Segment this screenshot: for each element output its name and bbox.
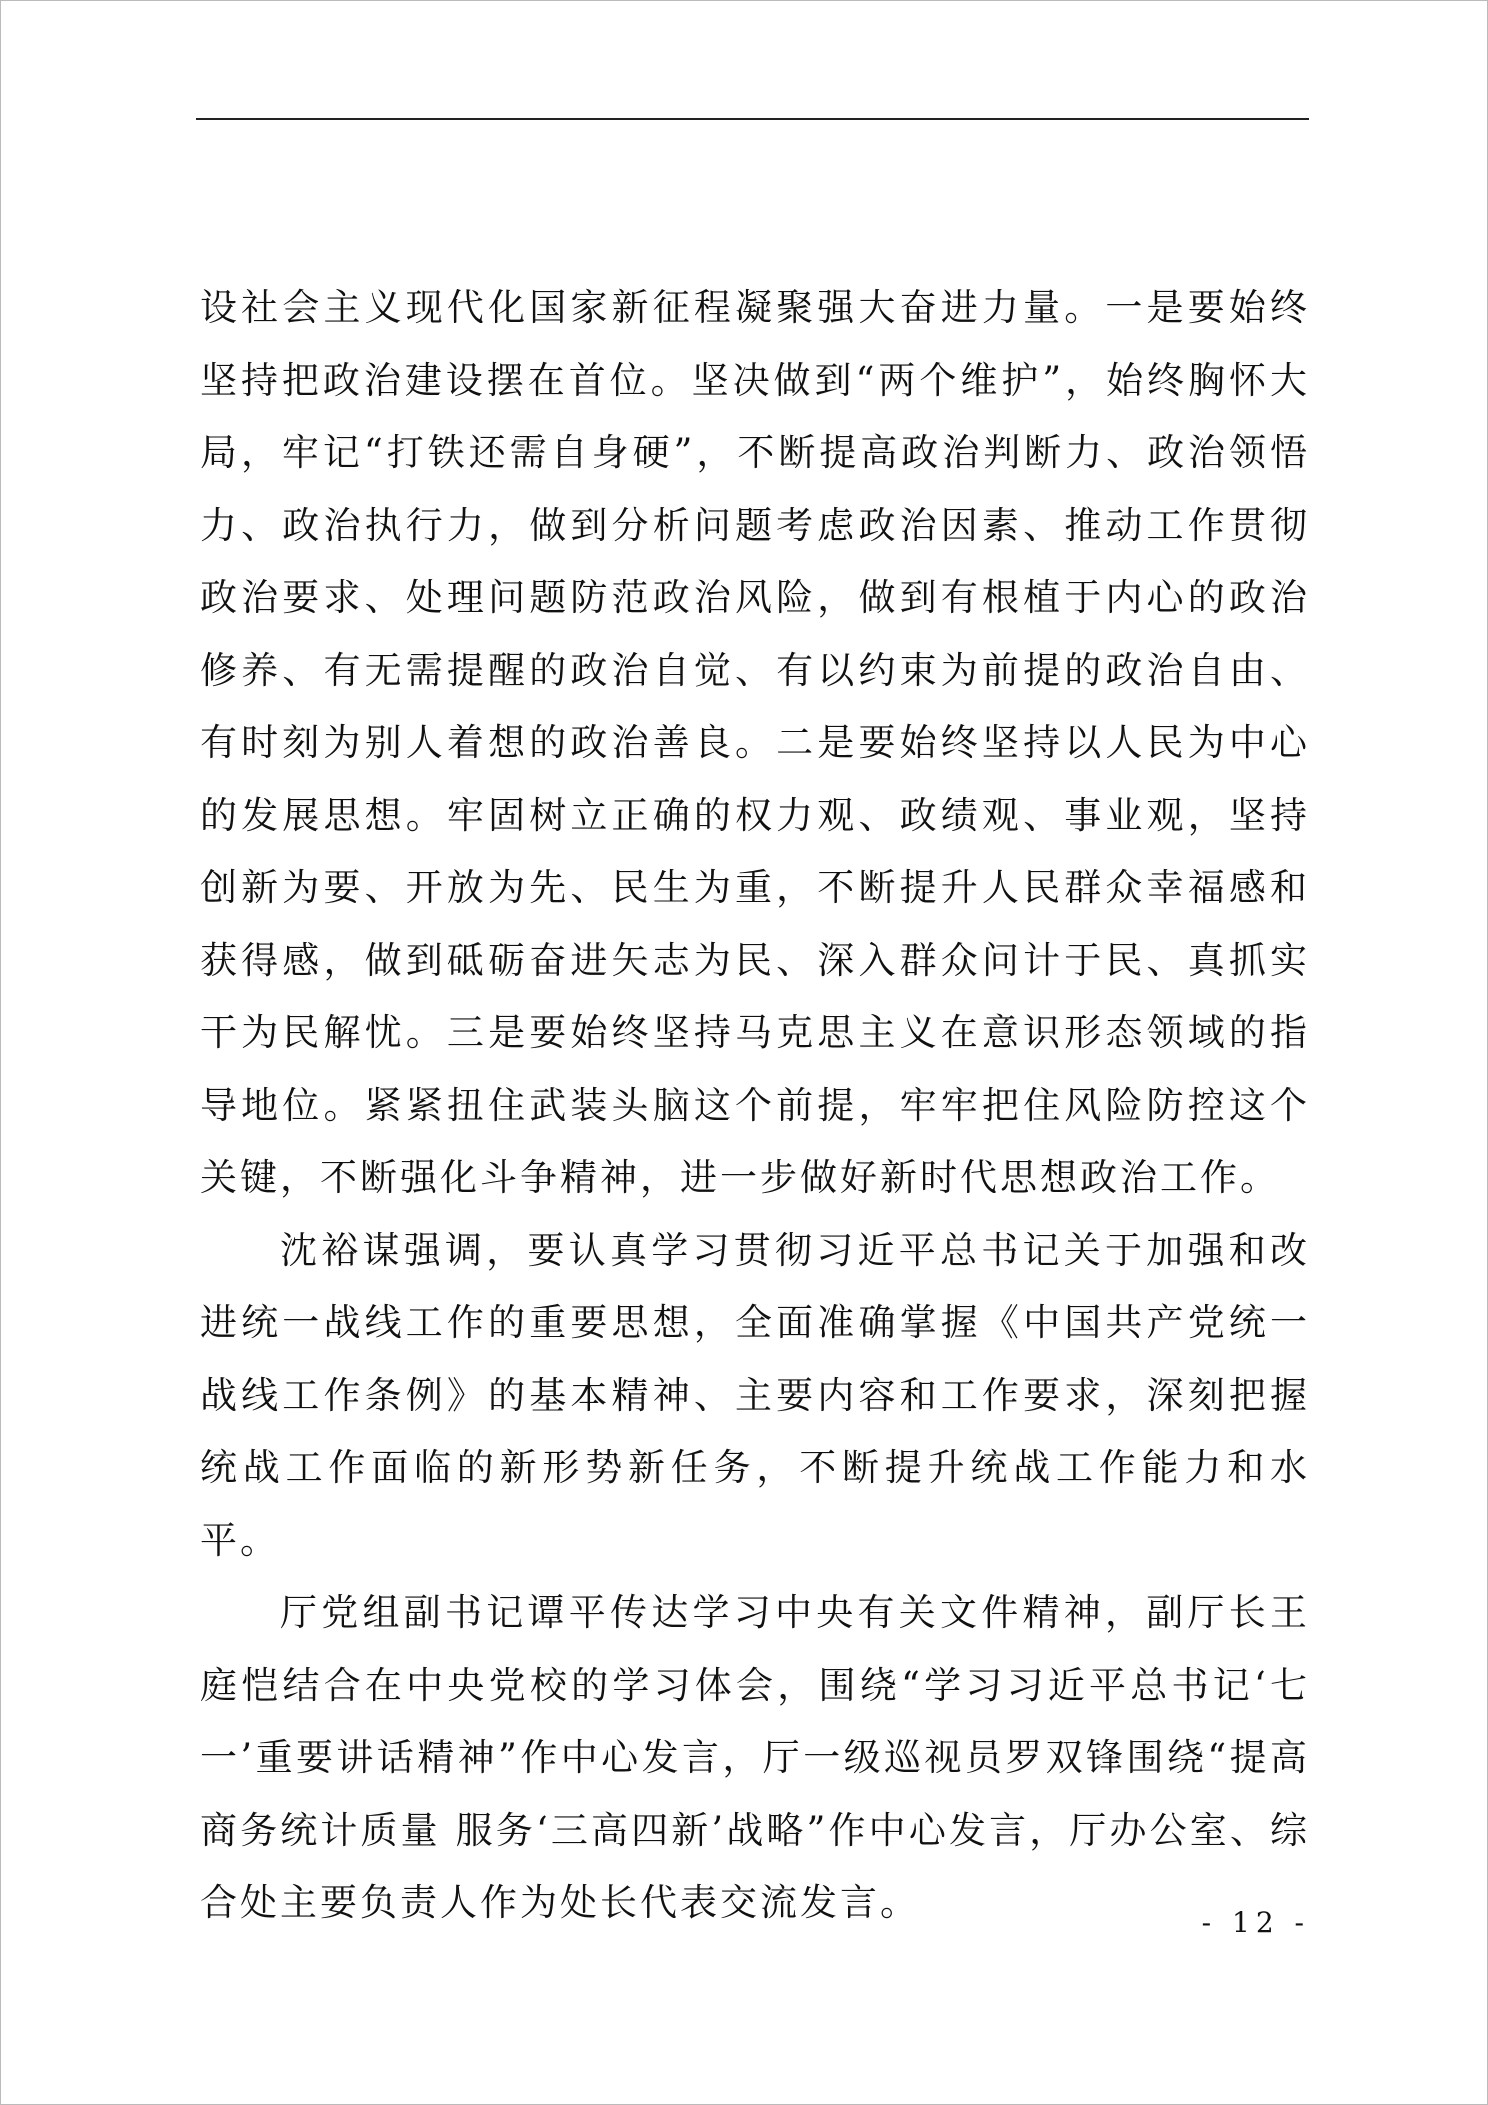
document-body <box>200 272 1310 1940</box>
paragraph-tan-ping: 厅党组副书记谭平传达学习中央有关文件精神，副厅长王庭恺结合在中央党校的学习体会，围绕“学习习近平总书记‘七一’重要讲话精神”作中心发言，厅一级巡视员罗双锋围绕“提高商务统计质量 服务‘三高四新’战略”作中心发言，厅办公室、综合处主要负责人作为处长代表交流发言。 <box>200 1591 1310 1924</box>
header-rule <box>196 118 1309 120</box>
page-number: - 12 - <box>1201 1906 1310 1939</box>
paragraph-shen-yumou: 沈裕谋强调，要认真学习贯彻习近平总书记关于加强和改进统一战线工作的重要思想，全面准确掌握《中国共产党统一战线工作条例》的基本精神、主要内容和工作要求，深刻把握统战工作面临的新形势新任务，不断提升统战工作能力和水平。 <box>200 1228 1310 1562</box>
paragraph-continued: 设社会主义现代化国家新征程凝聚强大奋进力量。一是要始终坚持把政治建设摆在首位。坚决做到“两个维护”，始终胸怀大局，牢记“打铁还需自身硬”，不断提高政治判断力、政治领悟力、政治执行力，做到分析问题考虑政治因素、推动工作贯彻政治要求、处理问题防范政治风险，做到有根植于内心的政治修养、有无需提醒的政治自觉、有以约束为前提的政治自由、有时刻为别人着想的政治善良。二是要始终坚持以人民为中心的发展思想。牢固树立正确的权力观、政绩观、事业观，坚持创新为要、开放为先、民生为重，不断提升人民群众幸福感和获得感，做到砥砺奋进矢志为民、深入群众问计于民、真抓实干为民解忧。三是要始终坚持马克思主义在意识形态领域的指导地位。紧紧扭住武装头脑这个前提，牢牢把住风险防控这个关键，不断强化斗争精神，进一步做好新时代思想政治工作。 <box>200 286 1310 1199</box>
